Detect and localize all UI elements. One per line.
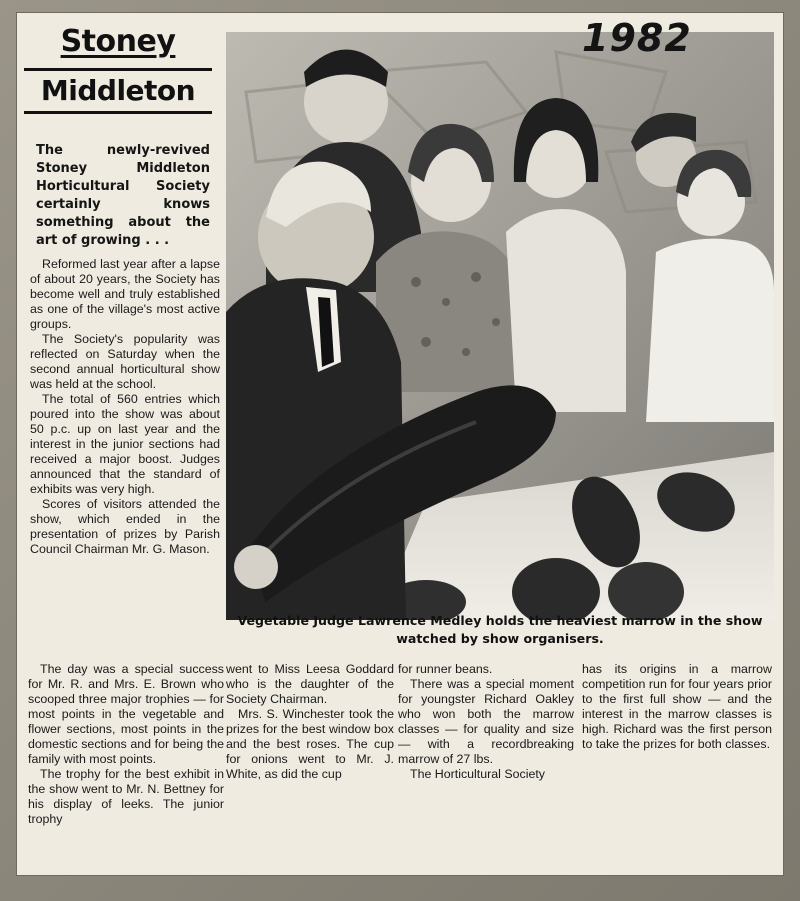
paragraph: The trophy for the best exhibit in the show went to Mr. N. Bettney for his display of leeks. The junior trophy (28, 767, 224, 826)
article-column-1 (30, 257, 220, 557)
paragraph: The total of 560 entries which poured into the show was about 50 p.c. up on last year and the interest in the junior sections had received a major boost. Judges announced that the standard of exhibits was very high. (30, 392, 220, 496)
paragraph: Reformed last year after a lapse of about 20 years, the Society has become well and truly established as one of the village's most active groups. (30, 257, 220, 331)
paragraph: There was a special moment for youngster Richard Oakley who won both the marrow classes — for quality and size — with a recordbreaking marrow of 27 lbs. (398, 677, 574, 766)
masthead-word-stoney: Stoney (60, 24, 176, 59)
people-with-marrows-photo (226, 32, 774, 620)
paragraph: has its origins in a marrow competition run for four years prior to the first full show — and the interest in the marrow classes is high. Richard was the first person to take the prizes for both classes. (582, 662, 772, 751)
newspaper-clipping (16, 12, 784, 876)
paragraph: went to Miss Leesa Goddard who is the daughter of the Society Chairman. (226, 662, 394, 706)
article-column-3 (398, 662, 574, 782)
masthead-word-middleton: Middleton (40, 74, 196, 107)
article-column-1-continued (28, 662, 224, 827)
paragraph: for runner beans. (398, 662, 493, 676)
paragraph: Mrs. S. Winchester took the prizes for the best window box and the best roses. The cup for onions went to Mr. J. White, as did the cup (226, 707, 394, 781)
paragraph: The day was a special success for Mr. R. and Mrs. E. Brown who scooped three major trophies — for most points in the vegetable and flower sections, most points in the domestic sections and for being the family with most points. (28, 662, 224, 766)
masthead-rule-bottom (24, 111, 212, 114)
photo-caption: Vegetable Judge Lawrence Medley holds the heaviest marrow in the show watched by show organisers. (237, 613, 763, 646)
paragraph: Scores of visitors attended the show, which ended in the presentation of prizes by Parish Council Chairman Mr. G. Mason. (30, 497, 220, 556)
paragraph: The Society's popularity was reflected on Saturday when the second annual horticultural show was held at the school. (30, 332, 220, 391)
handwritten-year: 1982 (582, 16, 692, 60)
intro-paragraph: The newly-revived Stoney Middleton Horticultural Society certainly knows something about the art of growing . . . (36, 143, 210, 248)
article-column-4 (582, 662, 772, 752)
masthead (22, 22, 214, 142)
paragraph: The Horticultural Society (410, 767, 545, 781)
news-photo (226, 32, 774, 620)
article-column-2 (226, 662, 394, 782)
